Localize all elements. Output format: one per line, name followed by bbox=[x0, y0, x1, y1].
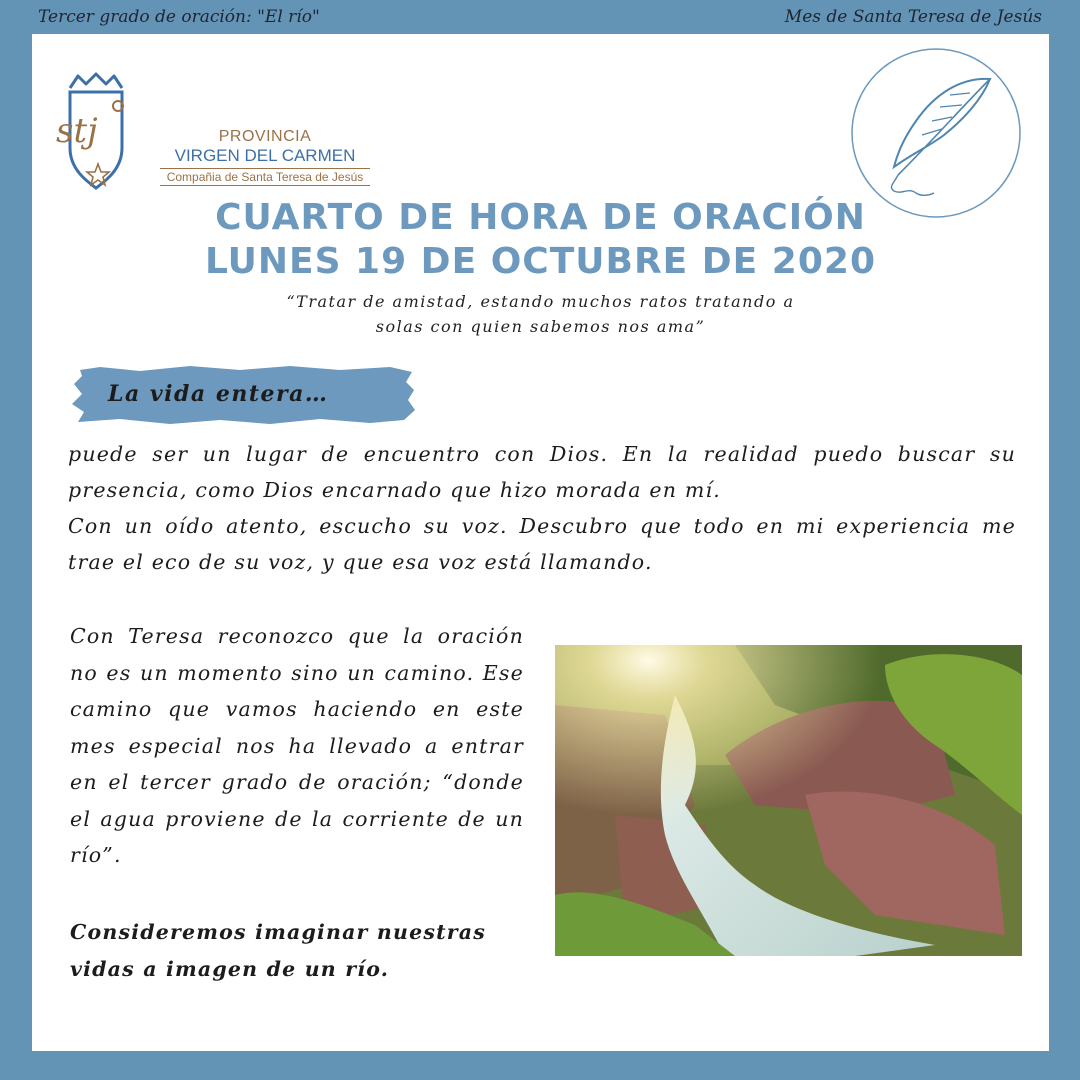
logo-line-virgen: VIRGEN DEL CARMEN bbox=[174, 146, 356, 165]
feather-quill-icon bbox=[850, 47, 1022, 219]
intro-paragraphs bbox=[68, 436, 1016, 580]
paragraph-3: Con Teresa reconozco que la oración no es un momento sino un camino. Ese camino que vamos haciendo en este mes especial nos ha llevado a entrar en el tercer grado de oración; “donde el agua proviene de la corriente de un río”. bbox=[70, 624, 524, 867]
top-bar bbox=[0, 0, 1080, 34]
title-line-1: CUARTO DE HORA DE ORACIÓN bbox=[215, 197, 866, 238]
content-card bbox=[32, 34, 1049, 1051]
page-title bbox=[32, 196, 1049, 284]
section-heading: La vida entera… bbox=[108, 381, 329, 407]
paragraph-2: Con un oído atento, escucho su voz. Descubro que todo en mi experiencia me trae el eco de su voz, y que esa voz está llamando. bbox=[68, 514, 1016, 574]
teresa-quote bbox=[32, 289, 1049, 339]
logo-line-compania: Compañia de Santa Teresa de Jesús bbox=[160, 168, 370, 186]
series-label: Tercer grado de oración: "El río" bbox=[38, 7, 320, 27]
month-label: Mes de Santa Teresa de Jesús bbox=[784, 7, 1042, 27]
svg-text:stj: stj bbox=[56, 111, 98, 151]
logo-text bbox=[160, 128, 370, 186]
closing-statement: Consideremos imaginar nuestras vidas a imagen de un río. bbox=[70, 920, 486, 981]
title-line-2: LUNES 19 DE OCTUBRE DE 2020 bbox=[204, 241, 876, 282]
quote-line-2: solas con quien sabemos nos ama” bbox=[375, 317, 706, 336]
river-photo bbox=[555, 645, 1022, 956]
quote-line-1: “Tratar de amistad, estando muchos ratos tratando a bbox=[286, 292, 795, 311]
logo-line-provincia: PROVINCIA bbox=[218, 128, 312, 145]
shield-crown-logo bbox=[52, 70, 142, 200]
paragraph-1: puede ser un lugar de encuentro con Dios. En la realidad puedo buscar su presencia, como Dios encarnado que hizo morada en mí. bbox=[68, 442, 1016, 502]
